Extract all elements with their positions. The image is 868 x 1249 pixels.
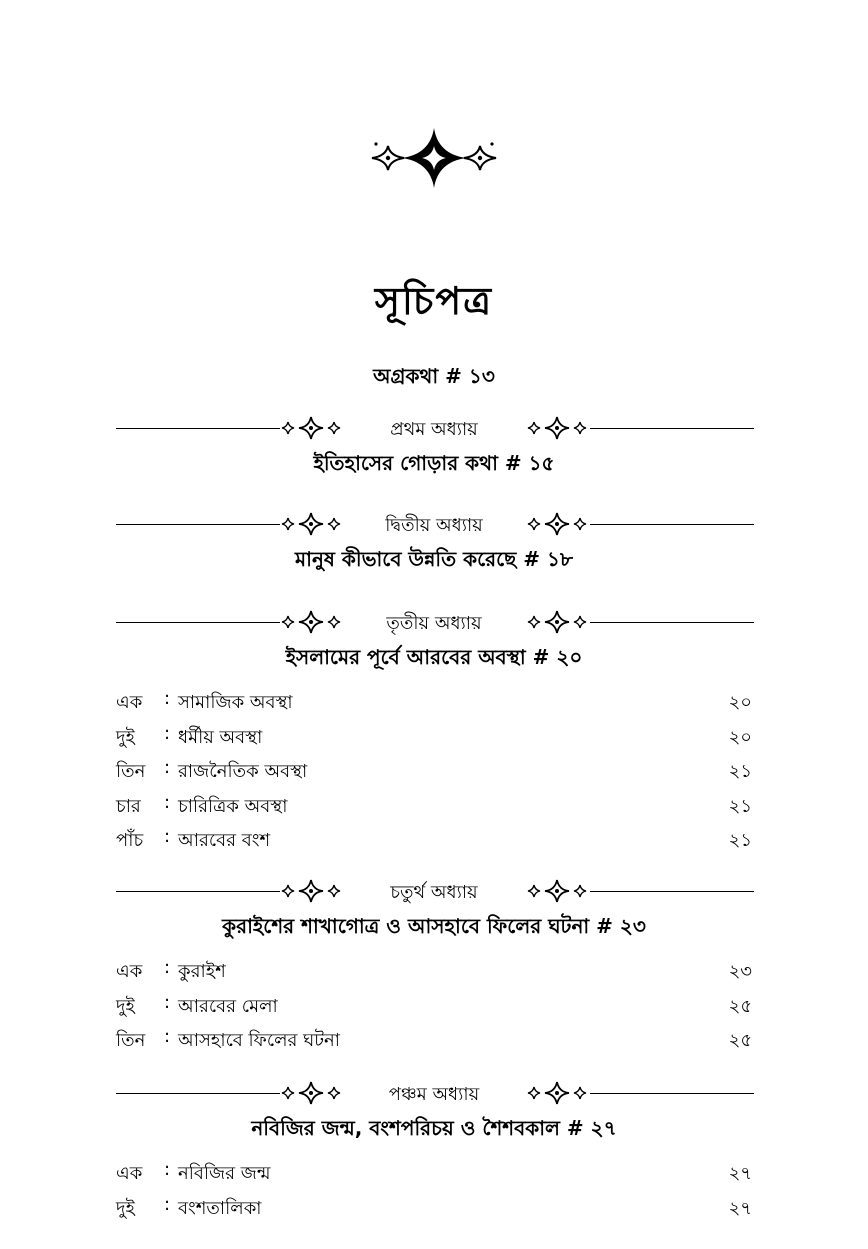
divider-ornament-icon <box>526 610 588 634</box>
chapter-heading: ইসলামের পূর্বে আরবের অবস্থা # ২০ <box>285 645 583 669</box>
page-title: সূচিপত্র <box>374 279 494 323</box>
entry-page: ২০ <box>728 726 752 748</box>
chapter-heading: মানুষ কীভাবে উন্নতি করেছে # ১৮ <box>295 547 573 571</box>
divider-line <box>116 1093 280 1094</box>
divider-line <box>590 524 754 525</box>
divider-ornament-icon <box>280 512 342 536</box>
list-item <box>0 953 868 988</box>
entry-title: ধর্মীয় অবস্থা <box>178 726 263 748</box>
entry-number: তিন <box>116 761 146 783</box>
entry-page: ২৩ <box>728 961 752 982</box>
entry-colon: : <box>164 791 171 813</box>
top-ornament <box>0 118 868 198</box>
entry-colon: : <box>164 757 171 779</box>
divider-ornament-icon <box>280 610 342 634</box>
divider-ornament-icon <box>280 416 342 440</box>
chapter-divider <box>0 1078 868 1108</box>
entry-page: ২১ <box>728 795 752 817</box>
list-item <box>0 1190 868 1225</box>
divider-line <box>590 891 754 892</box>
divider-ornament-icon <box>526 1081 588 1105</box>
chapter-section <box>0 1078 868 1224</box>
entry-number: এক <box>116 961 143 982</box>
divider-ornament-icon <box>280 879 342 903</box>
divider-line <box>590 428 754 429</box>
list-item <box>0 1155 868 1190</box>
chapter-label: চতুর্থ অধ্যায় <box>390 882 478 903</box>
chapter-label: দ্বিতীয় অধ্যায় <box>385 515 483 536</box>
entry-number: দুই <box>116 726 135 748</box>
list-item <box>0 719 868 754</box>
chapter-divider <box>0 876 868 906</box>
intro-entry: অগ্রকথা # ১৩ <box>373 364 495 388</box>
chapter-section <box>0 413 868 482</box>
entry-title: আসহাবে ফিলের ঘটনা <box>178 1030 340 1052</box>
entry-page: ২১ <box>728 830 752 852</box>
entry-number: চার <box>116 795 141 817</box>
entry-colon: : <box>164 991 171 1013</box>
divider-ornament-icon <box>526 416 588 440</box>
entry-colon: : <box>164 1026 171 1048</box>
list-item <box>0 684 868 719</box>
chapter-section <box>0 509 868 578</box>
entry-number: দুই <box>116 1197 135 1219</box>
entry-title: বংশতালিকা <box>178 1197 262 1219</box>
entry-list <box>0 953 868 1057</box>
chapter-heading: কুরাইশের শাখাগোত্র ও আসহাবে ফিলের ঘটনা # ২৩ <box>222 914 646 938</box>
chapter-section <box>0 876 868 1057</box>
divider-ornament-icon <box>280 1081 342 1105</box>
chapter-divider <box>0 509 868 539</box>
divider-line <box>116 622 280 623</box>
divider-ornament-icon <box>526 512 588 536</box>
star-ornament-icon <box>364 118 504 198</box>
list-item <box>0 1022 868 1057</box>
entry-title: কুরাইশ <box>178 961 226 982</box>
divider-line <box>116 891 280 892</box>
entry-colon: : <box>164 688 171 709</box>
entry-number: এক <box>116 692 143 713</box>
entry-page: ২৭ <box>728 1197 752 1219</box>
entry-page: ২৫ <box>728 1030 752 1052</box>
entry-page: ২০ <box>728 692 752 713</box>
entry-list <box>0 684 868 857</box>
entry-title: আরবের বংশ <box>178 830 271 852</box>
chapter-section <box>0 607 868 857</box>
entry-number: পাঁচ <box>116 830 144 852</box>
entry-title: রাজনৈতিক অবস্থা <box>178 761 308 783</box>
entry-page: ২৫ <box>728 995 752 1017</box>
divider-line <box>590 1093 754 1094</box>
chapter-label: পঞ্চম অধ্যায় <box>388 1084 480 1105</box>
list-item <box>0 753 868 788</box>
divider-line <box>590 622 754 623</box>
entry-colon: : <box>164 826 171 848</box>
divider-line <box>116 524 280 525</box>
divider-line <box>116 428 280 429</box>
entry-colon: : <box>164 957 171 978</box>
entry-title: চারিত্রিক অবস্থা <box>178 795 288 817</box>
list-item <box>0 988 868 1023</box>
list-item <box>0 822 868 857</box>
entry-title: সামাজিক অবস্থা <box>178 692 293 713</box>
entry-number: এক <box>116 1163 143 1184</box>
chapter-divider <box>0 607 868 637</box>
entry-page: ২৭ <box>728 1163 752 1184</box>
chapter-divider <box>0 413 868 443</box>
divider-ornament-icon <box>526 879 588 903</box>
entry-colon: : <box>164 1193 171 1215</box>
entry-page: ২১ <box>728 761 752 783</box>
chapter-heading: নবিজির জন্ম, বংশপরিচয় ও শৈশবকাল # ২৭ <box>251 1116 617 1140</box>
entry-list <box>0 1155 868 1224</box>
entry-colon: : <box>164 722 171 744</box>
chapter-heading: ইতিহাসের গোড়ার কথা # ১৫ <box>313 451 555 475</box>
entry-number: তিন <box>116 1030 146 1052</box>
entry-title: নবিজির জন্ম <box>178 1163 271 1184</box>
entry-number: দুই <box>116 995 135 1017</box>
entry-title: আরবের মেলা <box>178 995 278 1017</box>
chapter-label: প্রথম অধ্যায় <box>390 419 478 440</box>
list-item <box>0 788 868 823</box>
chapter-label: তৃতীয় অধ্যায় <box>386 613 482 634</box>
entry-colon: : <box>164 1159 171 1180</box>
